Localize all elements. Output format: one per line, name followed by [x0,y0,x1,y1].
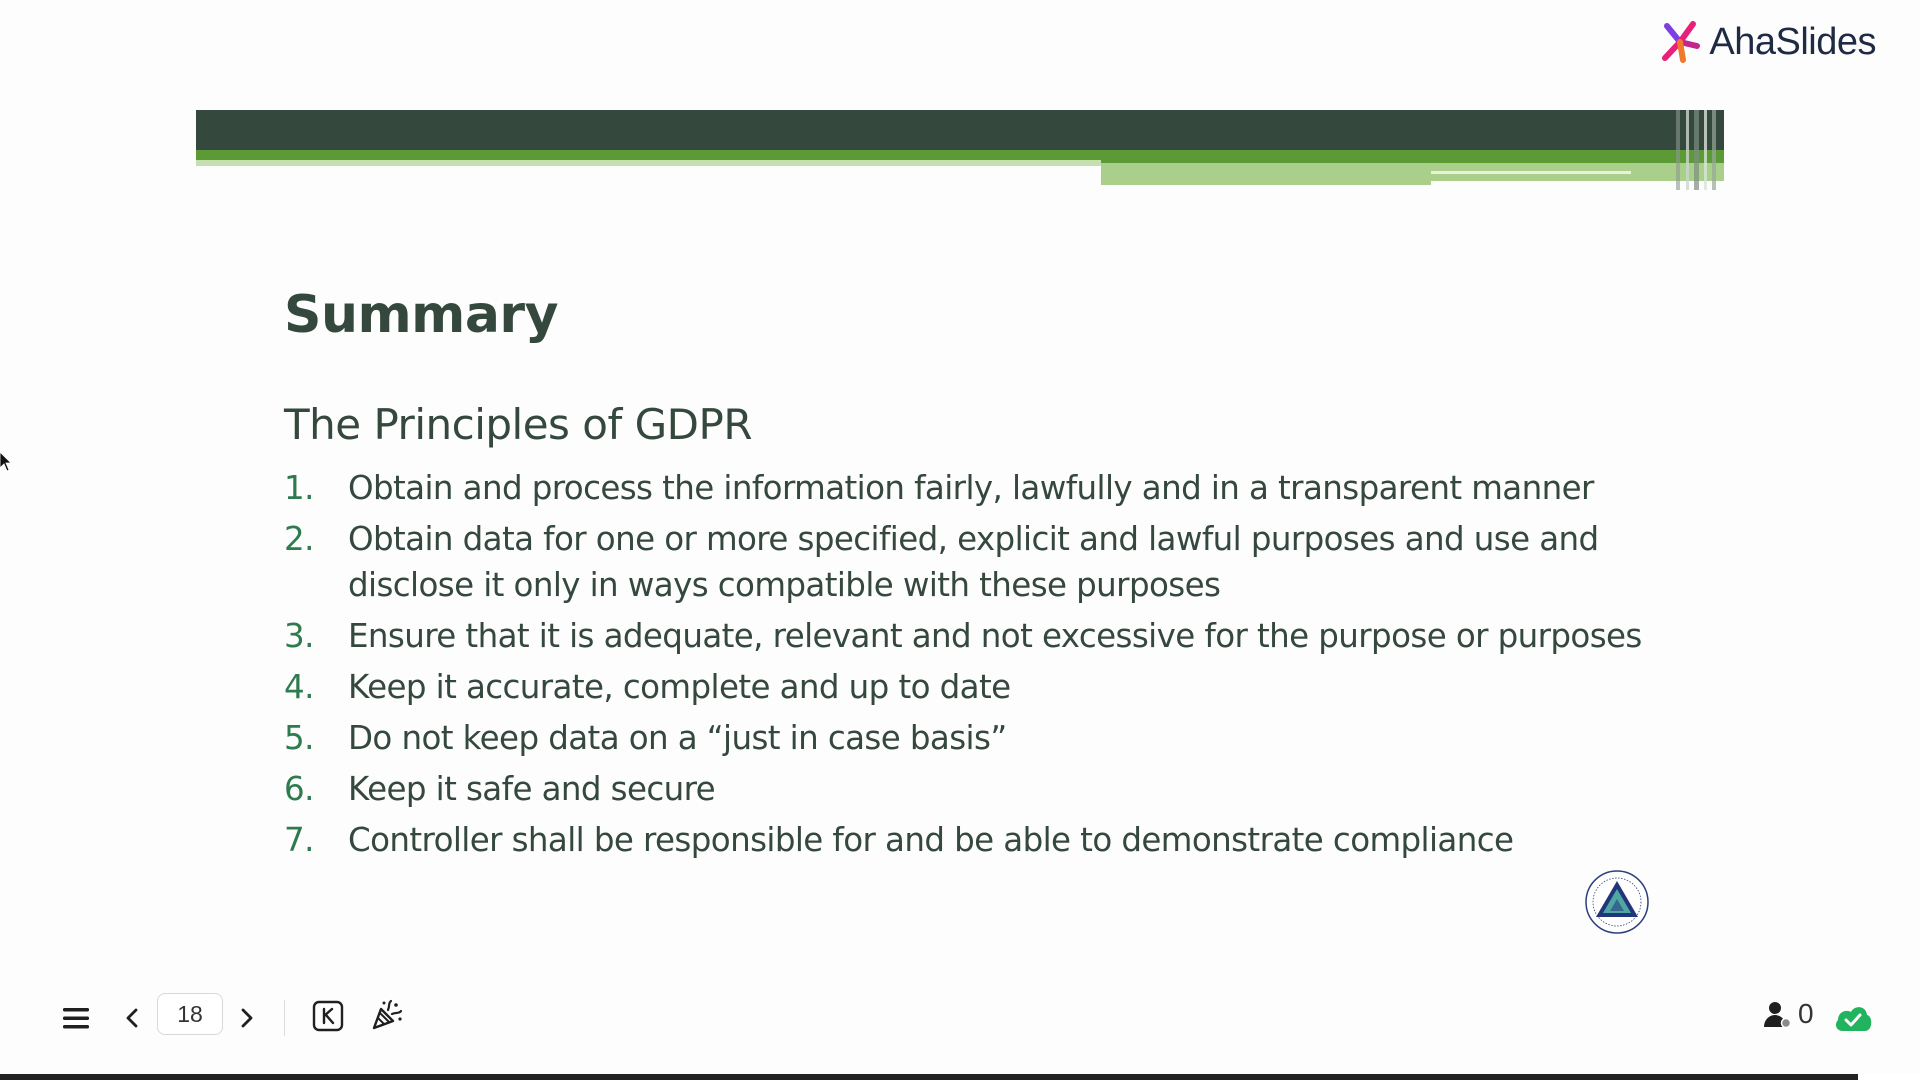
slide-title: Summary [284,285,558,345]
list-item [284,664,1644,710]
list-item-text: Controller shall be responsible for and be able to demonstrate compliance [348,821,1514,859]
list-item-text: Keep it accurate, complete and up to date [348,668,1011,706]
toolbar-divider [284,1000,285,1036]
presentation-progress-bar [0,1074,1920,1080]
slide-header-banner [196,110,1724,190]
list-item-text: Obtain and process the information fairly, lawfully and in a transparent manner [348,469,1594,507]
ahaslides-logo-mark-icon [1657,18,1703,66]
list-item-number: 6. [284,770,314,808]
list-item-number: 3. [284,617,314,655]
principles-list [284,465,1644,868]
presentation-progress-fill [0,1074,1858,1080]
list-item [284,516,1644,608]
participant-count[interactable] [1762,998,1814,1030]
presenter-toolbar [0,990,1920,1050]
chevron-left-icon [125,1007,139,1029]
keyboard-shortcuts-button[interactable] [308,996,348,1036]
list-item-text: Ensure that it is adequate, relevant and not excessive for the purpose or purposes [348,617,1642,655]
participant-count-value: 0 [1798,998,1814,1029]
party-popper-icon [370,998,404,1032]
slide-subtitle: The Principles of GDPR [284,400,753,449]
list-item [284,817,1644,863]
ahaslides-logo[interactable] [1657,18,1876,66]
list-item-number: 1. [284,469,314,507]
chevron-right-icon [240,1007,254,1029]
mouse-cursor-icon [0,452,12,472]
list-item [284,715,1644,761]
list-item-number: 5. [284,719,314,757]
list-item [284,465,1644,511]
hamburger-menu-icon [62,1006,90,1030]
k-key-icon [312,1000,344,1032]
list-item-number: 7. [284,821,314,859]
list-item [284,613,1644,659]
cloud-check-icon [1833,1003,1873,1033]
reactions-button[interactable] [366,994,408,1036]
list-item [284,766,1644,812]
list-item-text: Keep it safe and secure [348,770,716,808]
list-item-text: Do not keep data on a “just in case basis” [348,719,1007,757]
list-item-number: 4. [284,668,314,706]
list-item-number: 2. [284,520,314,558]
sync-status-indicator[interactable] [1832,998,1874,1038]
next-slide-button[interactable] [231,998,263,1038]
menu-button[interactable] [56,998,96,1038]
organization-emblem-icon [1584,869,1650,935]
ahaslides-logo-text: AhaSlides [1709,20,1876,63]
list-item-text: Obtain data for one or more specified, explicit and lawful purposes and use and disclose it only in ways compatible with these purposes [348,520,1599,604]
previous-slide-button[interactable] [116,998,148,1038]
page-number-input[interactable]: 18 [157,993,223,1035]
person-icon [1762,999,1792,1029]
